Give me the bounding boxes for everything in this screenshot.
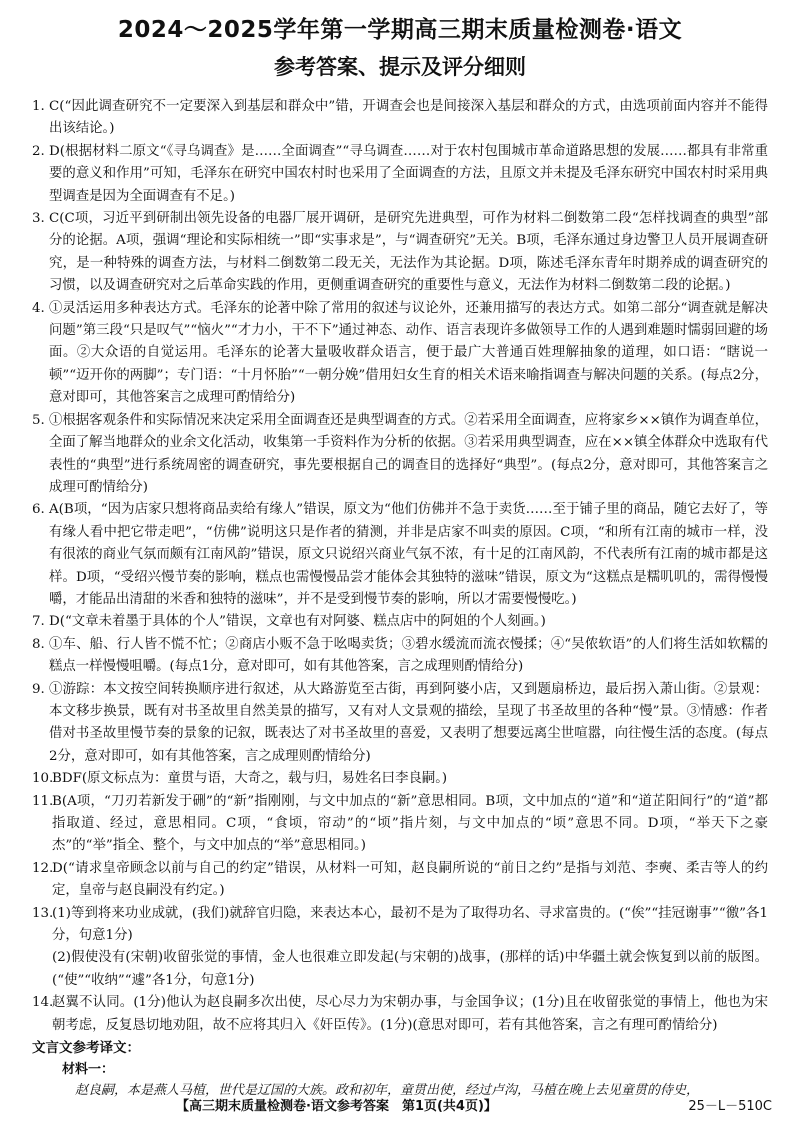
material-text: 赵良嗣，本是燕人马植，世代是辽国的大族。政和初年，童贯出使，经过卢沟，马植在晚上去见童贯的侍史，: [75, 1083, 700, 1099]
answer-text: D(根据材料二原文“《寻乌调查》是……全面调查”“寻乌调查……对于农村包围城市革命道路思想的发展……都具有非常重要的意义和作用”可知，毛泽东在研究中国农村时也采用了全面调查的方法，且原文并未提及毛泽东研究中国农村时采用典型调查是因为全面调查有不足。): [49, 143, 768, 204]
answer-list: [32, 96, 768, 1101]
answer-number: 1.: [32, 99, 45, 114]
answer-text-part-2: (2)假使没有(宋朝)收留张觉的事情，金人也很难立即发起(与宋朝的)战事，(那样的话)中华疆土就会恢复到以前的版图。(“使”“收纳”“遽”各1分，句意1分): [52, 950, 768, 988]
answer-item: [32, 679, 768, 769]
answer-item: [32, 634, 768, 679]
answer-text: C(C项，习近平到研制出领先设备的电器厂展开调研，是研究先进典型，可作为材料二倒数第二段“怎样找调查的典型”部分的论据。A项，强调“理论和实际相统一”即“实事求是”，与“调查研究”无关。B项，毛泽东通过身边警卫人员开展调查研究，是一种特殊的调查方法，与材料二倒数第二段无关，无法作为其论据。D项，陈述毛泽东青年时期养成的调查研究的习惯，以及调查研究对之后革命实践的作用，更侧重调查研究的重要性与意义，无法作为材料二倒数第二段的论据。): [49, 211, 768, 294]
answer-text: C(“因此调查研究不一定要深入到基层和群众中”错，开调查会也是间接深入基层和群众的方式，由选项前面内容并不能得出该结论。): [49, 99, 768, 137]
answer-text: ①根据客观条件和实际情况来决定采用全面调查还是典型调查的方式。②若采用全面调查，应将家乡××镇作为调查单位，全面了解当地群众的业余文化活动，收集第一手资料作为分析的依据。③若采用典型调查，应在××镇全体群众中选取有代表性的“典型”进行系统周密的调查研究，事先要根据自己的调查目的选择好“典型”。(每点2分，意对即可，其他答案言之成理可酌情给分): [49, 412, 768, 495]
answer-text: 赵翼不认同。(1分)他认为赵良嗣多次出使，尽心尽力为宋朝办事，与金国争议；(1分)且在收留张觉的事情上，他也为宋朝考虑，反复恳切地劝阻，故不应将其归入《奸臣传》。(1分)(意思对即可，若有其他答案，言之有理可酌情给分): [52, 995, 768, 1033]
material-label: 材料一：: [62, 1062, 115, 1078]
answer-text: (1)等到将来功业成就，(我们)就辞官归隐，来表达本心，最初不是为了取得功名、寻求富贵的。(“俟”“挂冠谢事”“徼”各1分，句意1分): [52, 905, 768, 944]
answer-number: 4.: [32, 300, 45, 316]
answer-number: 2.: [32, 143, 45, 159]
answer-item: [32, 791, 768, 858]
answer-text: D(“文章未着墨于具体的个人”错误，文章也有对阿婆、糕点店中的阿姐的个人刻画。): [49, 614, 546, 630]
answer-number: 10.: [32, 771, 54, 787]
answer-item: [32, 141, 768, 208]
answer-number: 11.: [32, 793, 54, 809]
answer-text: B(A项，“刀刃若新发于硎”的“新”指刚刚，与文中加点的“新”意思相同。B项，文中加点的“道”和“道芷阳间行”的“道”都指取道、经过，意思相同。C项，“食顷，帘动”的“顷”指片刻，与文中加点的“顷”意思不同。D项，“举天下之豪杰”的“举”指全、整个，与文中加点的“举”意思相同。): [52, 793, 768, 854]
answer-number: 13.: [32, 905, 54, 921]
answer-text: ①游踪：本文按空间转换顺序进行叙述，从大路游览至古街，再到阿婆小店，又到题扇桥边，最后拐入萧山街。②景观：本文移步换景，既有对书圣故里自然美景的描写，又有对人文景观的描绘，呈现了书圣故里的各种“慢”景。③情感：作者借对书圣故里慢节奏的景象的记叙，既表达了对书圣故里的喜爱，又表明了想要远离尘世喧嚣，向往慢生活的态度。(每点2分，意对即可，如有其他答案，言之成理则酌情给分): [49, 681, 768, 764]
translation-heading: 文言文参考译文：: [32, 1040, 140, 1057]
answer-item: [32, 992, 768, 1037]
answer-text: A(B项，“因为店家只想将商品卖给有缘人”错误，原文为“他们仿佛并不急于卖货……至于铺子里的商品，随它去好了，等有缘人看中把它带走吧”，“仿佛”说明这只是作者的猜测，并非是店家不叫卖的原因。C项，“和所有江南的城市一样，没有很浓的商业气氛而颇有江南风韵”错误，原文只说绍兴商业气氛不浓，有十足的江南风韵，不代表所有江南的城市都是这样。D项，“受绍兴慢节奏的影响，糕点也需慢慢品尝才能体会其独特的滋味”错误，原文为“这糕点是糯叽叽的，需得慢慢嚼，才能品出清甜的米香和独特的滋味”，并不是受到慢节奏的影响，所以才需要慢慢吃。): [49, 502, 768, 607]
answer-item: [32, 903, 768, 993]
document-subtitle: 参考答案、提示及评分细则: [274, 55, 526, 79]
footer-page-info: 【高三期末质量检测卷·语文参考答案 第1页(共4页)】: [176, 1099, 497, 1114]
answer-number: 7.: [32, 614, 45, 630]
answer-text: BDF(原文标点为：童贯与语，大奇之，载与归，易姓名曰李良嗣。): [52, 771, 448, 787]
answer-item: [32, 768, 768, 790]
answer-number: 8.: [32, 636, 45, 652]
footer-code: 25－L－510C: [688, 1099, 772, 1114]
answer-item: [32, 298, 768, 410]
document-title: 2024～2025学年第一学期高三期末质量检测卷·语文: [117, 17, 683, 43]
answer-number: 3.: [32, 211, 45, 227]
answer-item: [32, 858, 768, 903]
answer-item: [32, 208, 768, 298]
answer-text: D(“请求皇帝顾念以前与自己的约定”错误，从材料一可知，赵良嗣所说的“前日之约”是指与刘范、李奭、柔吉等人的约定，皇帝与赵良嗣没有约定。): [52, 860, 768, 899]
answer-number: 6.: [32, 502, 45, 518]
answer-text: ①灵活运用多种表达方式。毛泽东的论著中除了常用的叙述与议论外，还兼用描写的表达方式。如第二部分“调查就是解决问题”第三段“只是叹气”“恼火”“才力小，干不下”通过神态、动作、语言表现许多做领导工作的人遇到难题时懦弱回避的场面。②大众语的自觉运用。毛泽东的论著大量吸收群众语言，便于最广大普通百姓理解抽象的道理，如口语：“瞎说一顿”“迈开你的两脚”；专门语：“十月怀胎”“一朝分娩”借用妇女生育的相关术语来喻指调查与解决问题的关系。(每点2分，意对即可，其他答案言之成理可酌情给分): [49, 300, 768, 406]
answer-item: [32, 96, 768, 141]
answer-text: ①车、船、行人皆不慌不忙；②商店小贩不急于吆喝卖货；③碧水缓流而流衣慢揉；④“吴侬软语”的人们将生活如软糯的糕点一样慢慢咀嚼。(每点1分，意对即可，如有其他答案，言之成理则酌情给分): [49, 636, 768, 675]
answer-number: 14.: [32, 995, 54, 1011]
answer-item: [32, 410, 768, 500]
answer-number: 9.: [32, 681, 45, 697]
answer-number: 12.: [32, 860, 54, 876]
answer-item: [32, 611, 768, 633]
answer-item: [32, 499, 768, 611]
answer-number: 5.: [32, 412, 45, 428]
